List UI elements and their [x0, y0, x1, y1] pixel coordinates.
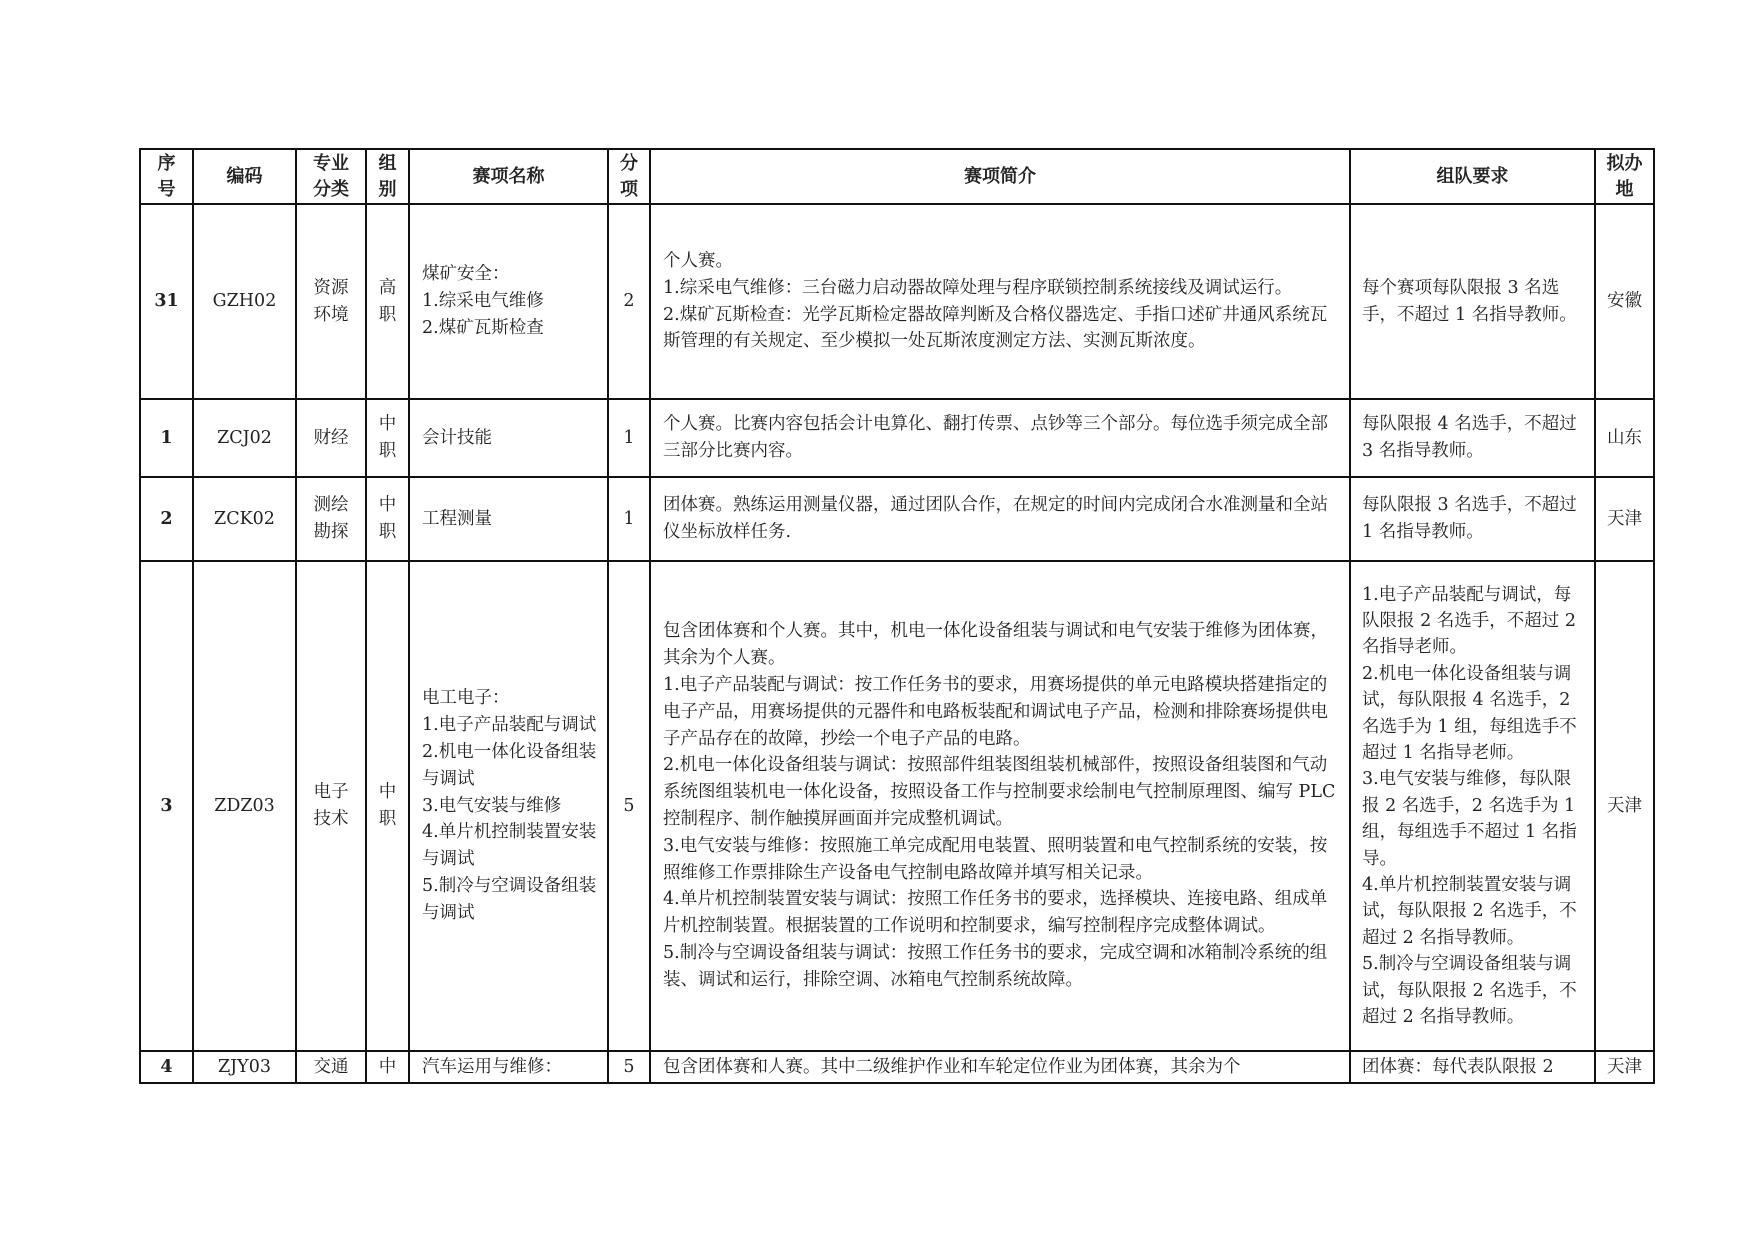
row-name: 煤矿安全： 1.综采电气维修 2.煤矿瓦斯检查 — [409, 204, 608, 399]
row-category: 财经 — [296, 399, 366, 477]
row-intro: 包含团体赛和人赛。其中二级维护作业和车轮定位作业为团体赛，其余为个 — [650, 1051, 1350, 1083]
row-name: 会计技能 — [409, 399, 608, 477]
row-seq: 3 — [140, 561, 193, 1051]
header-category: 专业 分类 — [296, 149, 366, 204]
table-row — [140, 1051, 1654, 1083]
table-row — [140, 399, 1654, 477]
row-team: 团体赛：每代表队限报 2 — [1350, 1051, 1595, 1083]
row-points: 2 — [608, 204, 650, 399]
row-points: 5 — [608, 1051, 650, 1083]
header-host: 拟办 地 — [1595, 149, 1654, 204]
row-group: 高 职 — [366, 204, 409, 399]
header-row — [140, 149, 1654, 204]
row-team: 每队限报 3 名选手，不超过 1 名指导教师。 — [1350, 477, 1595, 561]
header-team: 组队要求 — [1350, 149, 1595, 204]
row-host: 安徽 — [1595, 204, 1654, 399]
row-points: 1 — [608, 399, 650, 477]
header-points: 分 项 — [608, 149, 650, 204]
row-code: GZH02 — [193, 204, 296, 399]
row-name: 工程测量 — [409, 477, 608, 561]
row-category: 测绘 勘探 — [296, 477, 366, 561]
table-row — [140, 477, 1654, 561]
row-points: 5 — [608, 561, 650, 1051]
header-group: 组 别 — [366, 149, 409, 204]
row-host: 天津 — [1595, 1051, 1654, 1083]
row-code: ZJY03 — [193, 1051, 296, 1083]
row-group: 中 职 — [366, 477, 409, 561]
header-code: 编码 — [193, 149, 296, 204]
row-group: 中 — [366, 1051, 409, 1083]
row-seq: 31 — [140, 204, 193, 399]
row-intro: 个人赛。比赛内容包括会计电算化、翻打传票、点钞等三个部分。每位选手须完成全部三部分比赛内容。 — [650, 399, 1350, 477]
row-team: 1.电子产品装配与调试，每队限报 2 名选手，不超过 2 名指导老师。 2.机电一体化设备组装与调试，每队限报 4 名选手，2 名选手为 1 组，每组选手不超过 1 名指导老师。 3.电气安装与维修，每队限报 2 名选手，2 名选手为 1 组，每组选手不超过 1 名指导。 4.单片机控制装置安装与调试，每队限报 2 名选手，不超过 2 名指导教师。 5.制冷与空调设备组装与调试，每队限报 2 名选手，不超过 2 名指导教师。 — [1350, 561, 1595, 1051]
table-row — [140, 204, 1654, 399]
row-intro: 个人赛。 1.综采电气维修：三台磁力启动器故障处理与程序联锁控制系统接线及调试运行。 2.煤矿瓦斯检查：光学瓦斯检定器故障判断及合格仪器选定、手指口述矿井通风系统瓦斯管理的有关规定、至少模拟一处瓦斯浓度测定方法、实测瓦斯浓度。 — [650, 204, 1350, 399]
row-category: 电子 技术 — [296, 561, 366, 1051]
row-team: 每个赛项每队限报 3 名选手，不超过 1 名指导教师。 — [1350, 204, 1595, 399]
row-intro: 团体赛。熟练运用测量仪器，通过团队合作，在规定的时间内完成闭合水准测量和全站仪坐标放样任务. — [650, 477, 1350, 561]
row-group: 中 职 — [366, 561, 409, 1051]
row-seq: 2 — [140, 477, 193, 561]
row-team: 每队限报 4 名选手，不超过 3 名指导教师。 — [1350, 399, 1595, 477]
row-host: 山东 — [1595, 399, 1654, 477]
row-group: 中 职 — [366, 399, 409, 477]
row-code: ZCK02 — [193, 477, 296, 561]
row-host: 天津 — [1595, 477, 1654, 561]
row-code: ZDZ03 — [193, 561, 296, 1051]
header-seq: 序 号 — [140, 149, 193, 204]
row-points: 1 — [608, 477, 650, 561]
row-code: ZCJ02 — [193, 399, 296, 477]
row-seq: 4 — [140, 1051, 193, 1083]
row-name: 电工电子： 1.电子产品装配与调试 2.机电一体化设备组装与调试 3.电气安装与维修 4.单片机控制装置安装与调试 5.制冷与空调设备组装与调试 — [409, 561, 608, 1051]
row-seq: 1 — [140, 399, 193, 477]
competition-table — [139, 148, 1655, 1084]
header-name: 赛项名称 — [409, 149, 608, 204]
row-name: 汽车运用与维修： — [409, 1051, 608, 1083]
header-intro: 赛项简介 — [650, 149, 1350, 204]
row-category: 交通 — [296, 1051, 366, 1083]
row-host: 天津 — [1595, 561, 1654, 1051]
table-row — [140, 561, 1654, 1051]
row-category: 资源 环境 — [296, 204, 366, 399]
row-intro: 包含团体赛和个人赛。其中，机电一体化设备组装与调试和电气安装于维修为团体赛，其余为个人赛。 1.电子产品装配与调试：按工作任务书的要求，用赛场提供的单元电路模块搭建指定的电子产品，用赛场提供的元器件和电路板装配和调试电子产品，检测和排除赛场提供电子产品存在的故障，抄绘一个电子产品的电路。 2.机电一体化设备组装与调试：按照部件组装图组装机械部件，按照设备组装图和气动系统图组装机电一体化设备，按照设备工作与控制要求绘制电气控制原理图、编写 PLC 控制程序、制作触摸屏画面并完成整机调试。 3.电气安装与维修：按照施工单完成配用电装置、照明装置和电气控制系统的安装，按照维修工作票排除生产设备电气控制电路故障并填写相关记录。 4.单片机控制装置安装与调试：按照工作任务书的要求，选择模块、连接电路、组成单片机控制装置。根据装置的工作说明和控制要求，编写控制程序完成整体调试。 5.制冷与空调设备组装与调试：按照工作任务书的要求，完成空调和冰箱制冷系统的组装、调试和运行，排除空调、冰箱电气控制系统故障。 — [650, 561, 1350, 1051]
